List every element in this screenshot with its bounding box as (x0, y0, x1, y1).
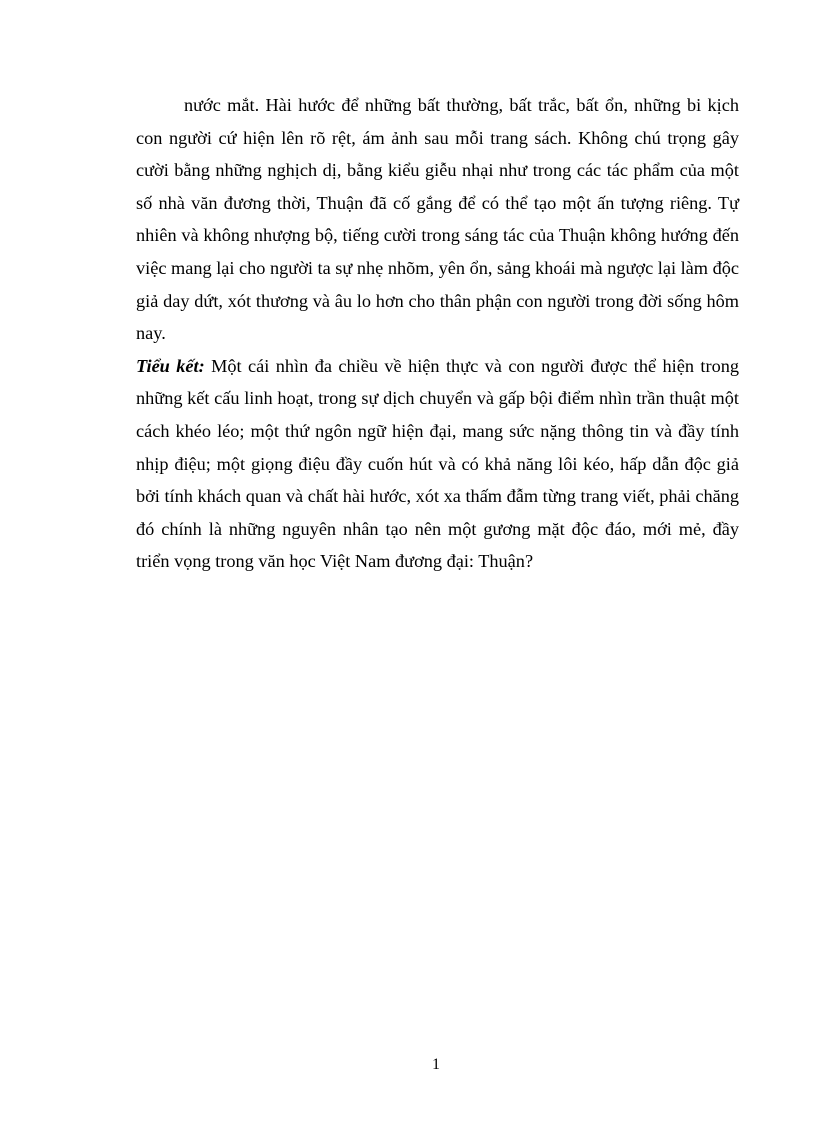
paragraph-body-1: nước mắt. Hài hước để những bất thường, bất trắc, bất ổn, những bi kịch con người cứ hiện lên rõ rệt, ám ảnh sau mỗi trang sách. Không chú trọng gây cười bằng những nghịch dị, bằng kiểu giễu nhại như trong các tác phẩm của một số nhà văn đương thời, Thuận đã cố gắng để có thể tạo một ấn tượng riêng. Tự nhiên và không nhượng bộ, tiếng cười trong sáng tác của Thuận không hướng đến việc mang lại cho người ta sự nhẹ nhõm, yên ổn, sảng khoái mà ngược lại làm độc giả day dứt, xót thương và âu lo hơn cho thân phận con người trong đời sống hôm nay. (136, 95, 739, 344)
page-number: 1 (432, 1056, 440, 1073)
summary-label: Tiểu kết: (136, 355, 205, 376)
summary-text: Một cái nhìn đa chiều về hiện thực và con người được thể hiện trong những kết cấu linh hoạt, trong sự dịch chuyển và gấp bội điểm nhìn trần thuật một cách khéo léo; một thứ ngôn ngữ hiện đại, mang sức nặng thông tin và đầy tính nhịp điệu; một giọng điệu đầy cuốn hút và có khả năng lôi kéo, hấp dẫn độc giả bởi tính khách quan và chất hài hước, xót xa thấm đẫm từng trang viết, phải chăng đó chính là những nguyên nhân tạo nên một gương mặt độc đáo, mới mẻ, đầy triển vọng trong văn học Việt Nam đương đại: Thuận? (136, 355, 740, 572)
document-body (136, 89, 739, 578)
paragraph-summary (136, 350, 739, 578)
